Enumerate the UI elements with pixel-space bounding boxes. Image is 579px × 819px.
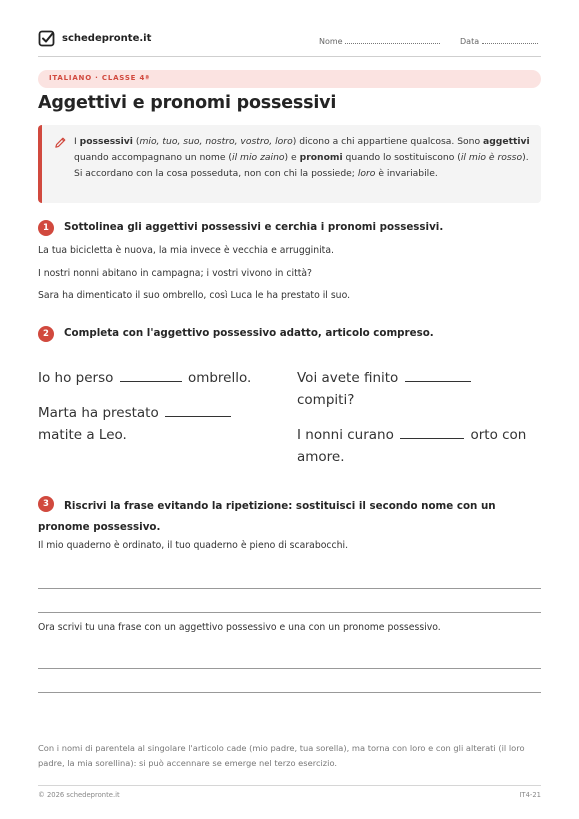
exercise-3-sentence: Il mio quaderno è ordinato, il tuo quaderno è pieno di scarabocchi. [38,540,349,551]
writing-line[interactable] [38,692,541,693]
answer-blank[interactable] [400,427,464,439]
date-blank[interactable] [482,35,538,44]
info-text-part: ( [132,136,140,147]
fill-in-before: Io ho perso [38,370,114,386]
fill-in-item [297,367,517,411]
term-possessivi: possessivi [79,136,133,147]
checkbox-logo-icon [38,30,56,48]
subject-tag-label: ITALIANO · CLASSE 4ª [49,74,150,82]
fill-in-before: I nonni curano [297,427,394,443]
exercise-3-number: 3 [38,496,54,512]
info-box [38,125,541,203]
example-pronoun: il mio è rosso [460,152,523,163]
info-text-part: ) e [284,152,300,163]
fill-in-after: compiti? [297,392,355,408]
brand-name: schedepronte.it [62,33,152,44]
example-list: mio, tuo, suo, nostro, vostro, loro [139,136,293,147]
fill-in-item [38,402,263,446]
exercise-1-sentence: I nostri nonni abitano in campagna; i vostri vivono in città? [38,268,312,279]
date-field[interactable] [460,35,538,46]
page-title: Aggettivi e pronomi possessivi [38,93,337,113]
name-blank[interactable] [345,35,440,44]
answer-blank[interactable] [120,370,182,382]
exercise-2-title: Completa con l'aggettivo possessivo adatto, articolo compreso. [64,327,434,339]
exercise-1-number: 1 [38,220,54,236]
writing-line[interactable] [38,612,541,613]
exercise-3-instruction: Ora scrivi tu una frase con un aggettivo possessivo e una con un pronome possessivo. [38,622,441,633]
answer-blank[interactable] [405,370,471,382]
info-text-part: è invariabile. [375,168,438,179]
name-label: Nome [319,37,343,46]
fill-in-after: orto con amore. [297,427,527,465]
writing-line[interactable] [38,668,541,669]
info-text-part: quando lo sostituiscono ( [342,152,461,163]
exercise-1-sentence: La tua bicicletta è nuova, la mia invece è vecchia e arrugginita. [38,245,334,256]
info-text-part: ) dicono a chi appartiene qualcosa. Sono [292,136,484,147]
exercise-2-number: 2 [38,326,54,342]
fill-in-item [297,424,527,468]
footer-divider [38,785,541,786]
answer-blank[interactable] [165,405,231,417]
example-loro: loro [357,168,376,179]
fill-in-before: Marta ha prestato [38,405,159,421]
teacher-note: Con i nomi di parentela al singolare l'articolo cade (mio padre, tua sorella), ma torna con loro e con gli alterati (il loro padre, la mia sorellina): si può accennare se emerge nel terzo esercizio. [38,743,525,768]
date-label: Data [460,37,480,46]
info-text-part: quando accompagnano un nome ( [74,152,233,163]
exercise-3-title: Riscrivi la frase evitando la ripetizione: sostituisci il secondo nome con un pronome possessivo. [38,500,496,533]
term-pronomi: pronomi [299,152,343,163]
worksheet-code: IT4-21 [519,791,541,799]
fill-in-item [38,367,278,389]
example-adjective: il mio zaino [232,152,285,163]
writing-line[interactable] [38,588,541,589]
info-text-part: I [74,136,80,147]
fill-in-before: Voi avete finito [297,370,399,386]
exercise-1-sentence: Sara ha dimenticato il suo ombrello, così Luca le ha prestato il suo. [38,290,351,301]
term-aggettivi: aggettivi [483,136,530,147]
footer-copyright: © 2026 schedepronte.it [38,791,120,799]
subject-tag [38,70,541,88]
info-text [74,134,532,182]
page-header [38,30,541,57]
pencil-icon [54,136,67,149]
fill-in-after: matite a Leo. [38,427,127,443]
name-field[interactable] [319,35,440,46]
fill-in-after: ombrello. [187,370,252,386]
exercise-1-title: Sottolinea gli aggettivi possessivi e cerchia i pronomi possessivi. [64,221,444,233]
info-accent-bar [38,125,42,203]
info-text-part: ). Si accordano con la cosa posseduta, non con chi la possiede; [74,152,529,179]
